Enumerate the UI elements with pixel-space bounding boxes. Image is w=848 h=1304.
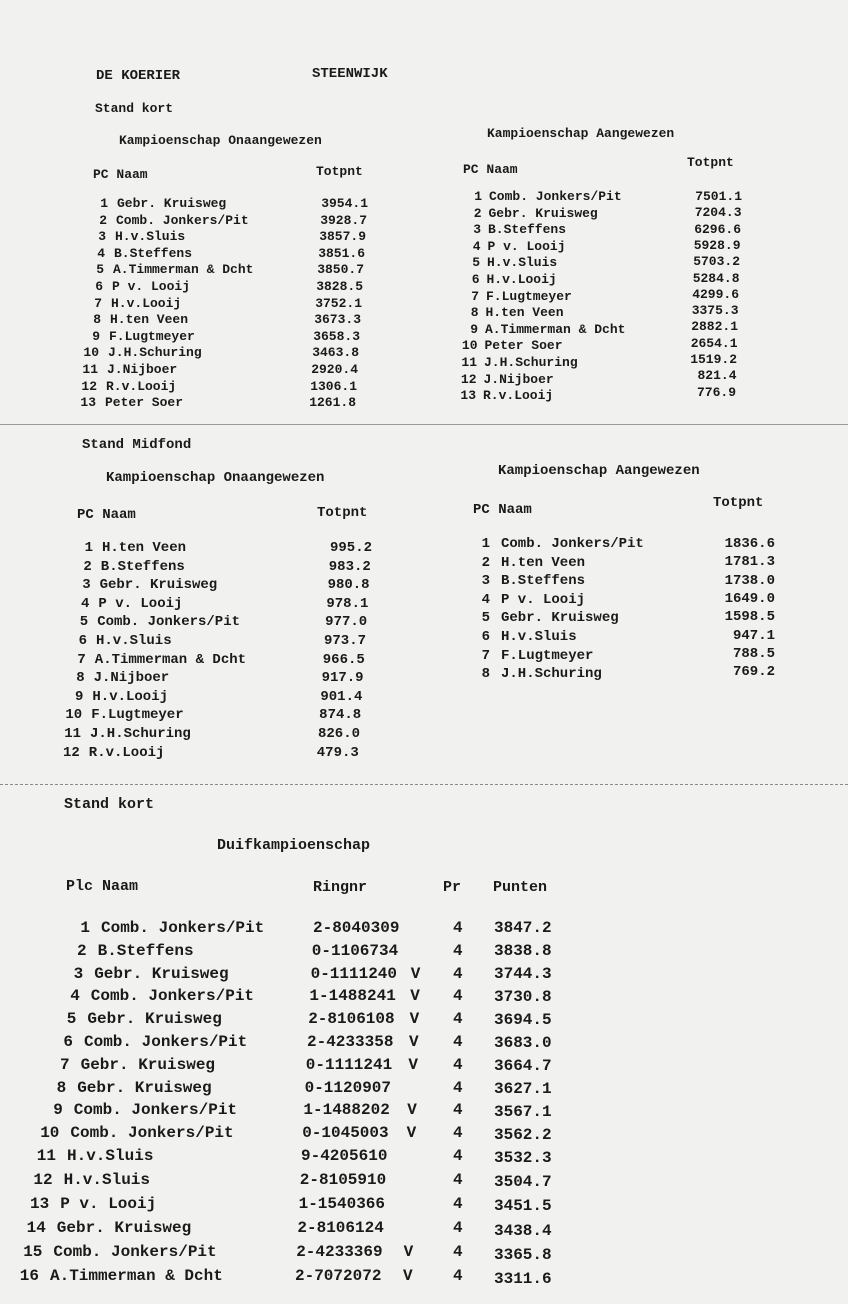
row-name: Peter Soer [105, 395, 184, 411]
row-prize: 4 [453, 1010, 463, 1029]
row-name: H.v.Sluis [115, 229, 186, 245]
row-rank: 2 [473, 205, 482, 221]
row-flag: V [409, 1010, 420, 1029]
row-points: 5703.2 [693, 254, 740, 270]
row-points: 2882.1 [691, 319, 738, 335]
row-name: Gebr. Kruisweg [56, 1219, 192, 1237]
row-prize: 4 [453, 964, 463, 983]
row-points: 3451.5 [494, 1197, 552, 1216]
row-rank: 3 [98, 229, 106, 245]
row-rank: 1 [481, 536, 490, 552]
row-rank: 3 [473, 222, 481, 238]
row-place: 10 [40, 1124, 60, 1143]
row-name: H.v.Sluis [67, 1147, 154, 1165]
row-name: Comb. Jonkers/Pit [489, 189, 622, 204]
row-points: 1598.5 [724, 609, 775, 626]
row-points: 3311.6 [494, 1270, 552, 1288]
row-points: 3847.2 [494, 919, 552, 937]
row-flag: V [403, 1243, 414, 1261]
s1-right-col-pc: PC Naam [463, 162, 518, 177]
row-name: F.Lugtmeyer [486, 288, 572, 304]
row-rank: 13 [80, 395, 96, 411]
row-name: R.v.Looij [106, 378, 177, 394]
row-flag: V [410, 964, 421, 983]
s2-left-col-pts: Totpnt [317, 505, 368, 521]
row-ring-number: 0-1106734 [311, 941, 399, 960]
row-points: 995.2 [329, 540, 372, 556]
row-ring-number: 2-8105910 [299, 1171, 387, 1189]
row-name: H.v.Sluis [96, 633, 172, 649]
row-place: 9 [53, 1101, 63, 1120]
row-name: Comb. Jonkers/Pit [97, 614, 241, 631]
row-place: 12 [33, 1171, 53, 1189]
row-prize: 4 [453, 1195, 463, 1213]
row-rank: 8 [470, 305, 479, 321]
row-name: P v. Looij [501, 591, 586, 608]
row-name: A.Timmerman & Dcht [50, 1267, 223, 1285]
row-name: Comb. Jonkers/Pit [116, 212, 249, 228]
row-name: R.v.Looij [88, 744, 165, 761]
row-place: 2 [76, 941, 87, 960]
row-ring-number: 0-1120907 [304, 1078, 392, 1097]
s2-right-col-pc: PC Naam [473, 502, 532, 518]
row-points: 3673.3 [314, 312, 361, 328]
row-name: J.H.Schuring [90, 726, 191, 742]
row-points: 3730.8 [494, 988, 552, 1006]
row-points: 1519.2 [690, 352, 737, 367]
row-name: H.ten Veen [501, 554, 586, 571]
row-points: 978.1 [326, 595, 369, 612]
row-points: 3954.1 [321, 196, 368, 211]
row-name: H.ten Veen [485, 305, 564, 321]
s1-right-col-pts: Totpnt [687, 155, 734, 170]
row-rank: 4 [80, 595, 90, 612]
row-place: 6 [63, 1033, 73, 1051]
row-name: B.Steffens [501, 573, 586, 590]
row-points: 977.0 [325, 614, 368, 631]
row-rank: 7 [481, 647, 490, 664]
row-points: 3365.8 [494, 1245, 552, 1264]
row-place: 15 [23, 1243, 43, 1261]
row-name: H.v.Looij [486, 272, 557, 287]
row-name: H.ten Veen [102, 540, 187, 556]
row-name: A.Timmerman & Dcht [94, 651, 247, 668]
row-name: Gebr. Kruisweg [117, 196, 227, 211]
row-name: Comb. Jonkers/Pit [84, 1033, 248, 1051]
row-points: 973.7 [323, 633, 366, 649]
row-points: 3851.6 [318, 245, 365, 261]
row-points: 7501.1 [695, 189, 742, 204]
row-name: B.Steffens [114, 245, 193, 261]
divider [0, 424, 848, 425]
row-name: P v. Looij [487, 238, 566, 254]
row-ring-number: 2-8106124 [297, 1219, 384, 1237]
row-points: 479.3 [316, 744, 359, 761]
row-points: 3744.3 [494, 965, 552, 983]
row-points: 901.4 [320, 688, 363, 705]
row-name: B.Steffens [100, 558, 185, 575]
row-points: 6296.6 [694, 221, 741, 237]
row-points: 3562.2 [494, 1126, 552, 1144]
row-rank: 6 [471, 272, 480, 287]
row-prize: 4 [453, 1101, 463, 1120]
row-rank: 4 [481, 591, 490, 608]
section1-title: Stand kort [95, 101, 174, 116]
s3-col-plc: Plc Naam [66, 878, 139, 895]
row-ring-number: 2-7072072 [295, 1267, 382, 1285]
row-prize: 4 [453, 919, 463, 937]
row-points: 3857.9 [319, 229, 366, 245]
row-name: J.H.Schuring [484, 355, 578, 370]
row-name: Comb. Jonkers/Pit [90, 987, 255, 1006]
row-name: F.Lugtmeyer [501, 647, 594, 664]
row-name: J.H.Schuring [501, 666, 602, 683]
row-rank: 6 [95, 279, 103, 294]
row-points: 3463.8 [312, 345, 359, 361]
row-prize: 4 [453, 1078, 463, 1097]
s1-left-col-pts: Totpnt [316, 164, 363, 179]
row-name: A.Timmerman & Dcht [485, 321, 626, 337]
row-prize: 4 [453, 987, 463, 1006]
row-rank: 12 [81, 378, 97, 394]
row-prize: 4 [453, 941, 463, 960]
row-name: Comb. Jonkers/Pit [53, 1243, 217, 1261]
row-ring-number: 2-8040309 [313, 919, 400, 937]
row-points: 983.2 [328, 558, 371, 575]
row-points: 3627.1 [494, 1080, 552, 1098]
row-ring-number: 1-1488202 [303, 1101, 390, 1120]
row-rank: 11 [461, 355, 477, 370]
divider [0, 784, 848, 785]
row-points: 1738.0 [724, 572, 775, 589]
s1-right-heading: Kampioenschap Aangewezen [487, 126, 675, 141]
row-name: Gebr. Kruisweg [94, 964, 229, 983]
row-rank: 9 [470, 321, 478, 337]
row-points: 2920.4 [311, 362, 358, 377]
row-rank: 11 [82, 362, 98, 377]
row-name: H.ten Veen [110, 312, 189, 328]
s3-col-ring: Ringnr [313, 879, 368, 896]
row-ring-number: 1-1488241 [309, 987, 396, 1006]
row-points: 966.5 [322, 651, 365, 668]
row-name: Gebr. Kruisweg [80, 1055, 216, 1074]
row-place: 3 [73, 964, 84, 983]
row-rank: 10 [65, 707, 83, 724]
row-rank: 10 [83, 345, 99, 361]
row-rank: 4 [472, 238, 481, 254]
row-name: P v. Looij [112, 279, 191, 294]
row-ring-number: 2-4233358 [307, 1033, 394, 1051]
row-name: Gebr. Kruisweg [77, 1078, 212, 1097]
row-points: 1836.6 [724, 536, 775, 552]
row-ring-number: 0-1045003 [302, 1124, 389, 1143]
row-rank: 9 [74, 688, 84, 705]
row-name: Comb. Jonkers/Pit [101, 919, 265, 937]
row-rank: 6 [78, 633, 87, 649]
row-points: 3928.7 [320, 212, 367, 228]
row-rank: 1 [100, 196, 108, 211]
s2-right-col-pts: Totpnt [713, 495, 764, 511]
row-prize: 4 [453, 1171, 463, 1189]
row-place: 16 [19, 1267, 39, 1285]
row-rank: 8 [93, 312, 101, 328]
row-rank: 12 [460, 371, 477, 387]
row-place: 7 [59, 1055, 70, 1074]
s3-col-pr: Pr [443, 879, 462, 896]
row-points: 5928.9 [693, 237, 741, 253]
row-name: H.v.Looij [92, 688, 169, 705]
row-rank: 12 [62, 744, 80, 761]
row-prize: 4 [453, 1219, 463, 1237]
row-rank: 2 [481, 554, 490, 571]
row-ring-number: 9-4205610 [301, 1147, 388, 1165]
row-rank: 7 [94, 295, 102, 311]
row-points: 947.1 [732, 627, 775, 644]
row-points: 980.8 [327, 577, 370, 594]
row-points: 3532.3 [494, 1149, 552, 1167]
row-points: 7204.3 [694, 205, 742, 221]
row-points: 874.8 [319, 707, 362, 724]
s2-left-col-pc: PC Naam [77, 507, 136, 523]
row-name: J.Nijboer [107, 362, 178, 377]
row-rank: 13 [460, 388, 476, 404]
row-points: 917.9 [321, 670, 364, 687]
row-flag: V [403, 1267, 413, 1285]
row-points: 776.9 [696, 384, 736, 400]
row-name: F.Lugtmeyer [91, 707, 184, 724]
row-rank: 7 [77, 651, 86, 668]
row-points: 821.4 [697, 368, 737, 384]
row-name: Gebr. Kruisweg [488, 205, 598, 221]
row-prize: 4 [453, 1147, 463, 1165]
row-points: 1781.3 [724, 554, 775, 571]
row-points: 1306.1 [310, 378, 357, 394]
row-points: 2654.1 [690, 335, 738, 351]
row-place: 13 [29, 1195, 50, 1213]
row-rank: 1 [84, 540, 93, 556]
row-name: P v. Looij [98, 595, 183, 612]
row-flag: V [406, 1124, 417, 1143]
row-name: Comb. Jonkers/Pit [73, 1101, 238, 1120]
row-prize: 4 [453, 1055, 463, 1074]
place-title: STEENWIJK [312, 66, 388, 82]
paper-title: DE KOERIER [96, 68, 181, 84]
row-points: 1261.8 [309, 395, 356, 411]
row-ring-number: 2-8106108 [308, 1010, 395, 1029]
row-prize: 4 [453, 1267, 463, 1285]
row-name: J.Nijboer [483, 371, 554, 387]
row-ring-number: 0-1111241 [305, 1055, 393, 1074]
row-name: J.Nijboer [93, 670, 170, 687]
row-flag: V [409, 1033, 419, 1051]
row-prize: 4 [453, 1124, 463, 1143]
row-name: Comb. Jonkers/Pit [501, 536, 644, 552]
row-place: 11 [36, 1147, 56, 1165]
row-place: 8 [56, 1078, 67, 1097]
row-points: 3850.7 [317, 262, 364, 278]
row-rank: 5 [481, 610, 490, 627]
row-points: 3567.1 [494, 1103, 552, 1121]
row-name: B.Steffens [97, 941, 194, 960]
row-points: 3694.5 [494, 1011, 552, 1029]
row-rank: 4 [97, 245, 105, 261]
s3-heading: Duifkampioenschap [217, 837, 371, 854]
row-rank: 7 [471, 288, 479, 304]
row-rank: 2 [83, 558, 92, 575]
row-place: 1 [80, 919, 90, 937]
row-prize: 4 [453, 1243, 463, 1261]
row-rank: 5 [96, 262, 104, 278]
row-flag: V [410, 987, 420, 1006]
row-prize: 4 [453, 1033, 463, 1051]
row-name: Gebr. Kruisweg [87, 1010, 222, 1029]
row-points: 3752.1 [315, 295, 362, 311]
row-rank: 5 [79, 614, 89, 631]
row-points: 3375.3 [691, 303, 739, 319]
row-ring-number: 2-4233369 [296, 1243, 383, 1261]
row-points: 3838.8 [494, 942, 552, 960]
row-points: 769.2 [732, 664, 775, 681]
row-place: 14 [26, 1219, 46, 1237]
row-points: 1649.0 [724, 590, 775, 607]
s3-col-pts: Punten [493, 879, 548, 896]
row-name: H.v.Sluis [501, 629, 577, 645]
row-name: Gebr. Kruisweg [99, 577, 218, 594]
row-name: H.v.Looij [111, 295, 182, 311]
row-rank: 11 [64, 726, 81, 742]
row-rank: 6 [481, 629, 490, 645]
row-points: 3683.0 [494, 1034, 552, 1052]
row-rank: 5 [472, 255, 480, 271]
row-name: H.v.Sluis [487, 255, 558, 271]
row-rank: 3 [481, 573, 490, 590]
row-points: 3438.4 [494, 1221, 552, 1240]
row-ring-number: 0-1111240 [310, 964, 398, 983]
row-flag: V [408, 1055, 418, 1074]
row-rank: 10 [461, 338, 478, 354]
row-name: Gebr. Kruisweg [501, 610, 619, 627]
row-points: 5284.8 [692, 270, 740, 286]
row-name: R.v.Looij [483, 388, 554, 404]
row-rank: 1 [474, 189, 482, 204]
s1-left-col-pc: PC Naam [93, 167, 148, 182]
row-points: 3664.7 [494, 1057, 552, 1075]
row-name: A.Timmerman & Dcht [113, 262, 254, 278]
row-points: 3828.5 [316, 279, 363, 294]
row-name: H.v.Sluis [63, 1171, 151, 1189]
row-name: F.Lugtmeyer [109, 328, 195, 344]
row-name: Comb. Jonkers/Pit [70, 1124, 234, 1143]
row-place: 5 [66, 1010, 77, 1029]
section2-title: Stand Midfond [82, 437, 192, 453]
s2-left-heading: Kampioenschap Onaangewezen [106, 470, 325, 486]
row-points: 3504.7 [494, 1173, 552, 1192]
row-rank: 8 [76, 670, 85, 687]
row-name: P v. Looij [60, 1195, 157, 1213]
row-name: J.H.Schuring [108, 345, 202, 361]
row-flag: V [407, 1101, 417, 1120]
s1-left-heading: Kampioenschap Onaangewezen [119, 133, 322, 148]
row-rank: 9 [92, 328, 100, 344]
row-points: 826.0 [317, 726, 360, 742]
row-points: 788.5 [732, 645, 775, 662]
row-name: B.Steffens [488, 222, 567, 238]
section3-title: Stand kort [64, 796, 155, 813]
row-ring-number: 1-1540366 [298, 1195, 386, 1213]
row-rank: 3 [82, 577, 91, 594]
s2-right-heading: Kampioenschap Aangewezen [498, 463, 700, 479]
row-place: 4 [70, 987, 80, 1006]
row-points: 4299.6 [692, 286, 739, 302]
row-points: 3658.3 [313, 328, 360, 344]
row-rank: 2 [99, 212, 107, 228]
row-name: Peter Soer [484, 338, 563, 354]
row-rank: 8 [481, 666, 490, 683]
